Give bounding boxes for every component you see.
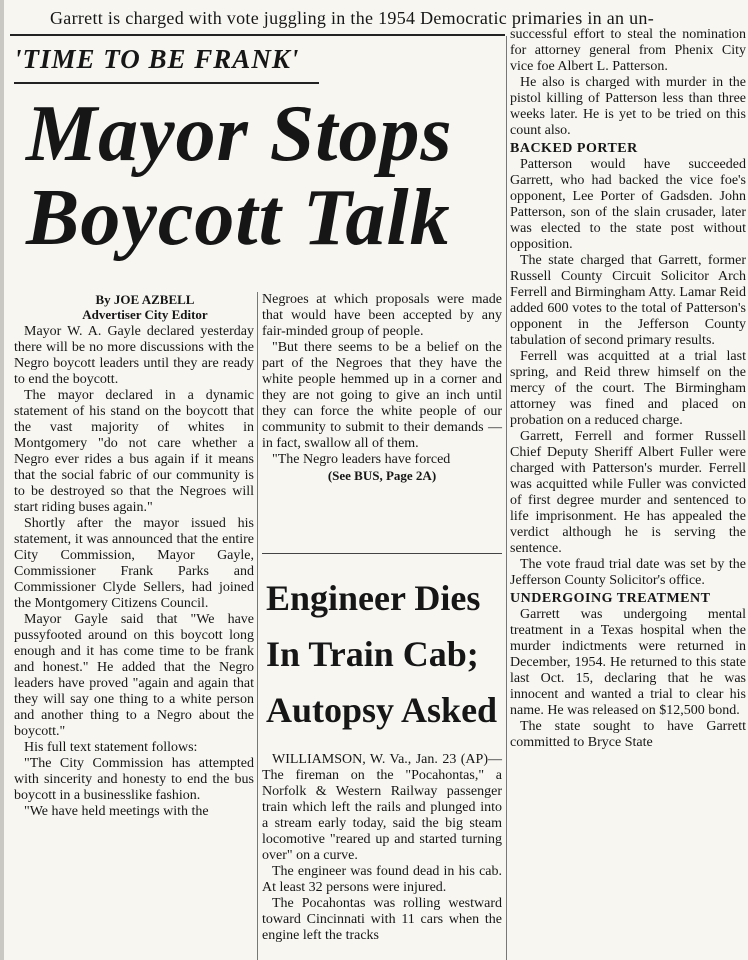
headline-line: In Train Cab; xyxy=(266,634,479,674)
paragraph: Mayor W. A. Gayle declared yesterday there will be no more discussions with the Negro boycott leaders until they are ready to end the boycott. xyxy=(14,324,254,387)
paragraph: The state charged that Garrett, former Russell County Circuit Solicitor Arch Ferrell and Birmingham Atty. Lamar Reid added 600 votes to the total of Patterson's opponent in the Jefferson County tabulation of second primary results. xyxy=(510,253,746,348)
paragraph: The state sought to have Garrett committed to Bryce State xyxy=(510,719,746,750)
column-rule xyxy=(257,292,258,960)
paragraph: The vote fraud trial date was set by the Jefferson County Solicitor's office. xyxy=(510,557,746,588)
paragraph: Negroes at which proposals were made that would have been accepted by any fair-minded group of people. xyxy=(262,292,502,339)
paragraph: The engineer was found dead in his cab. At least 32 persons were injured. xyxy=(262,864,502,895)
paragraph: "The City Commission has attempted with sincerity and honesty to end the bus boycott in a businesslike fashion. xyxy=(14,756,254,803)
paragraph: "The Negro leaders have forced xyxy=(272,452,451,467)
byline xyxy=(70,292,220,322)
story-column-1 xyxy=(14,324,254,820)
page-edge xyxy=(0,0,4,960)
jump-line: (See BUS, Page 2A) xyxy=(327,468,437,483)
byline-role: Advertiser City Editor xyxy=(82,307,208,322)
top-rule xyxy=(10,34,505,36)
paragraph: Mayor Gayle said that "We have pussyfooted around on this boycott long enough and it has come time to be frank and honest." He added that the Negro leaders have proved "again and again that they will say one thing to a white person and another thing to a Negro about the boycott." xyxy=(14,612,254,739)
kicker: 'TIME TO BE FRANK' xyxy=(14,44,300,74)
paragraph: Garrett was undergoing mental treatment in a Texas hospital when the murder indictments were returned in December, 1954. He returned to this state last Oct. 15, declaring that he was innocent and wanted a trial to clear his name. He was released on $12,500 bond. xyxy=(510,607,746,718)
byline-author: By JOE AZBELL xyxy=(95,292,195,307)
engineer-headline xyxy=(266,570,504,738)
headline-line-1: Mayor Stops xyxy=(26,90,453,178)
paragraph: The Pocahontas was rolling westward toward Cincinnati with 11 cars when the engine left the tracks xyxy=(262,896,502,943)
story-column-2 xyxy=(262,292,502,484)
engineer-story xyxy=(262,752,502,944)
story-column-3 xyxy=(510,27,746,751)
subhead-undergoing-treatment: UNDERGOING TREATMENT xyxy=(510,591,711,606)
paragraph: Garrett, Ferrell and former Russell Chief Deputy Sheriff Albert Fuller were charged with Patterson's murder. Ferrell was acquitted while Fuller was convicted of first degree murder and sentenced to life imprisonment. He has appealed the verdict although he is serving the sentence. xyxy=(510,429,746,556)
paragraph: Ferrell was acquitted at a trial last spring, and Reid threw himself on the mercy of the court. The Birmingham attorney was fined and placed on probation on a reduced charge. xyxy=(510,349,746,428)
paragraph: Patterson would have succeeded Garrett, who had backed the vice foe's opponent, Lee Porter of Gadsden. John Patterson, son of the slain crusader, later was elected to the state post without opposition. xyxy=(510,157,746,252)
paragraph: The mayor declared in a dynamic statement of his stand on the boycott that the vast majority of whites in Montgomery "do not care whether a Negro ever rides a bus again if it means that the social fabric of our community is to be destroyed so that the Negroes will start riding buses again." xyxy=(14,388,254,515)
headline-line-2: Boycott Talk xyxy=(26,174,451,262)
headline-line: Engineer Dies xyxy=(266,578,481,618)
paragraph: His full text statement follows: xyxy=(24,740,198,755)
paragraph: "We have held meetings with the xyxy=(24,804,209,819)
main-headline xyxy=(26,92,506,260)
paragraph: Shortly after the mayor issued his statement, it was announced that the entire City Commission, Mayor Gayle, Commissioner Frank Parks and Commissioner Clyde Sellers, had joined the Montgomery Citizens Council. xyxy=(14,516,254,611)
paragraph: WILLIAMSON, W. Va., Jan. 23 (AP)—The fireman on the "Pocahontas," a Norfolk & Western Railway passenger train which left the rails and plunged into a stream early today, said the big steam locomotive "reared up and started turning over" on a curve. xyxy=(262,752,502,863)
headline-line: Autopsy Asked xyxy=(266,690,498,730)
column-rule xyxy=(506,36,507,960)
continued-story-top-line: Garrett is charged with vote juggling in the 1954 Democratic primaries in an un- xyxy=(50,8,655,28)
subhead-backed-porter: BACKED PORTER xyxy=(510,141,638,156)
story-divider xyxy=(262,553,502,554)
paragraph: He also is charged with murder in the pistol killing of Patterson less than three weeks later. He is yet to be tried on this count also. xyxy=(510,75,746,138)
kicker-rule xyxy=(14,82,319,84)
paragraph: "But there seems to be a belief on the part of the Negroes that they have the white people hemmed up in a corner and they are not going to give an inch until they can force the white people of our community to submit to their demands — in fact, swallow all of them. xyxy=(262,340,502,451)
paragraph: successful effort to steal the nomination for attorney general from Phenix City vice foe Albert L. Patterson. xyxy=(510,27,746,74)
